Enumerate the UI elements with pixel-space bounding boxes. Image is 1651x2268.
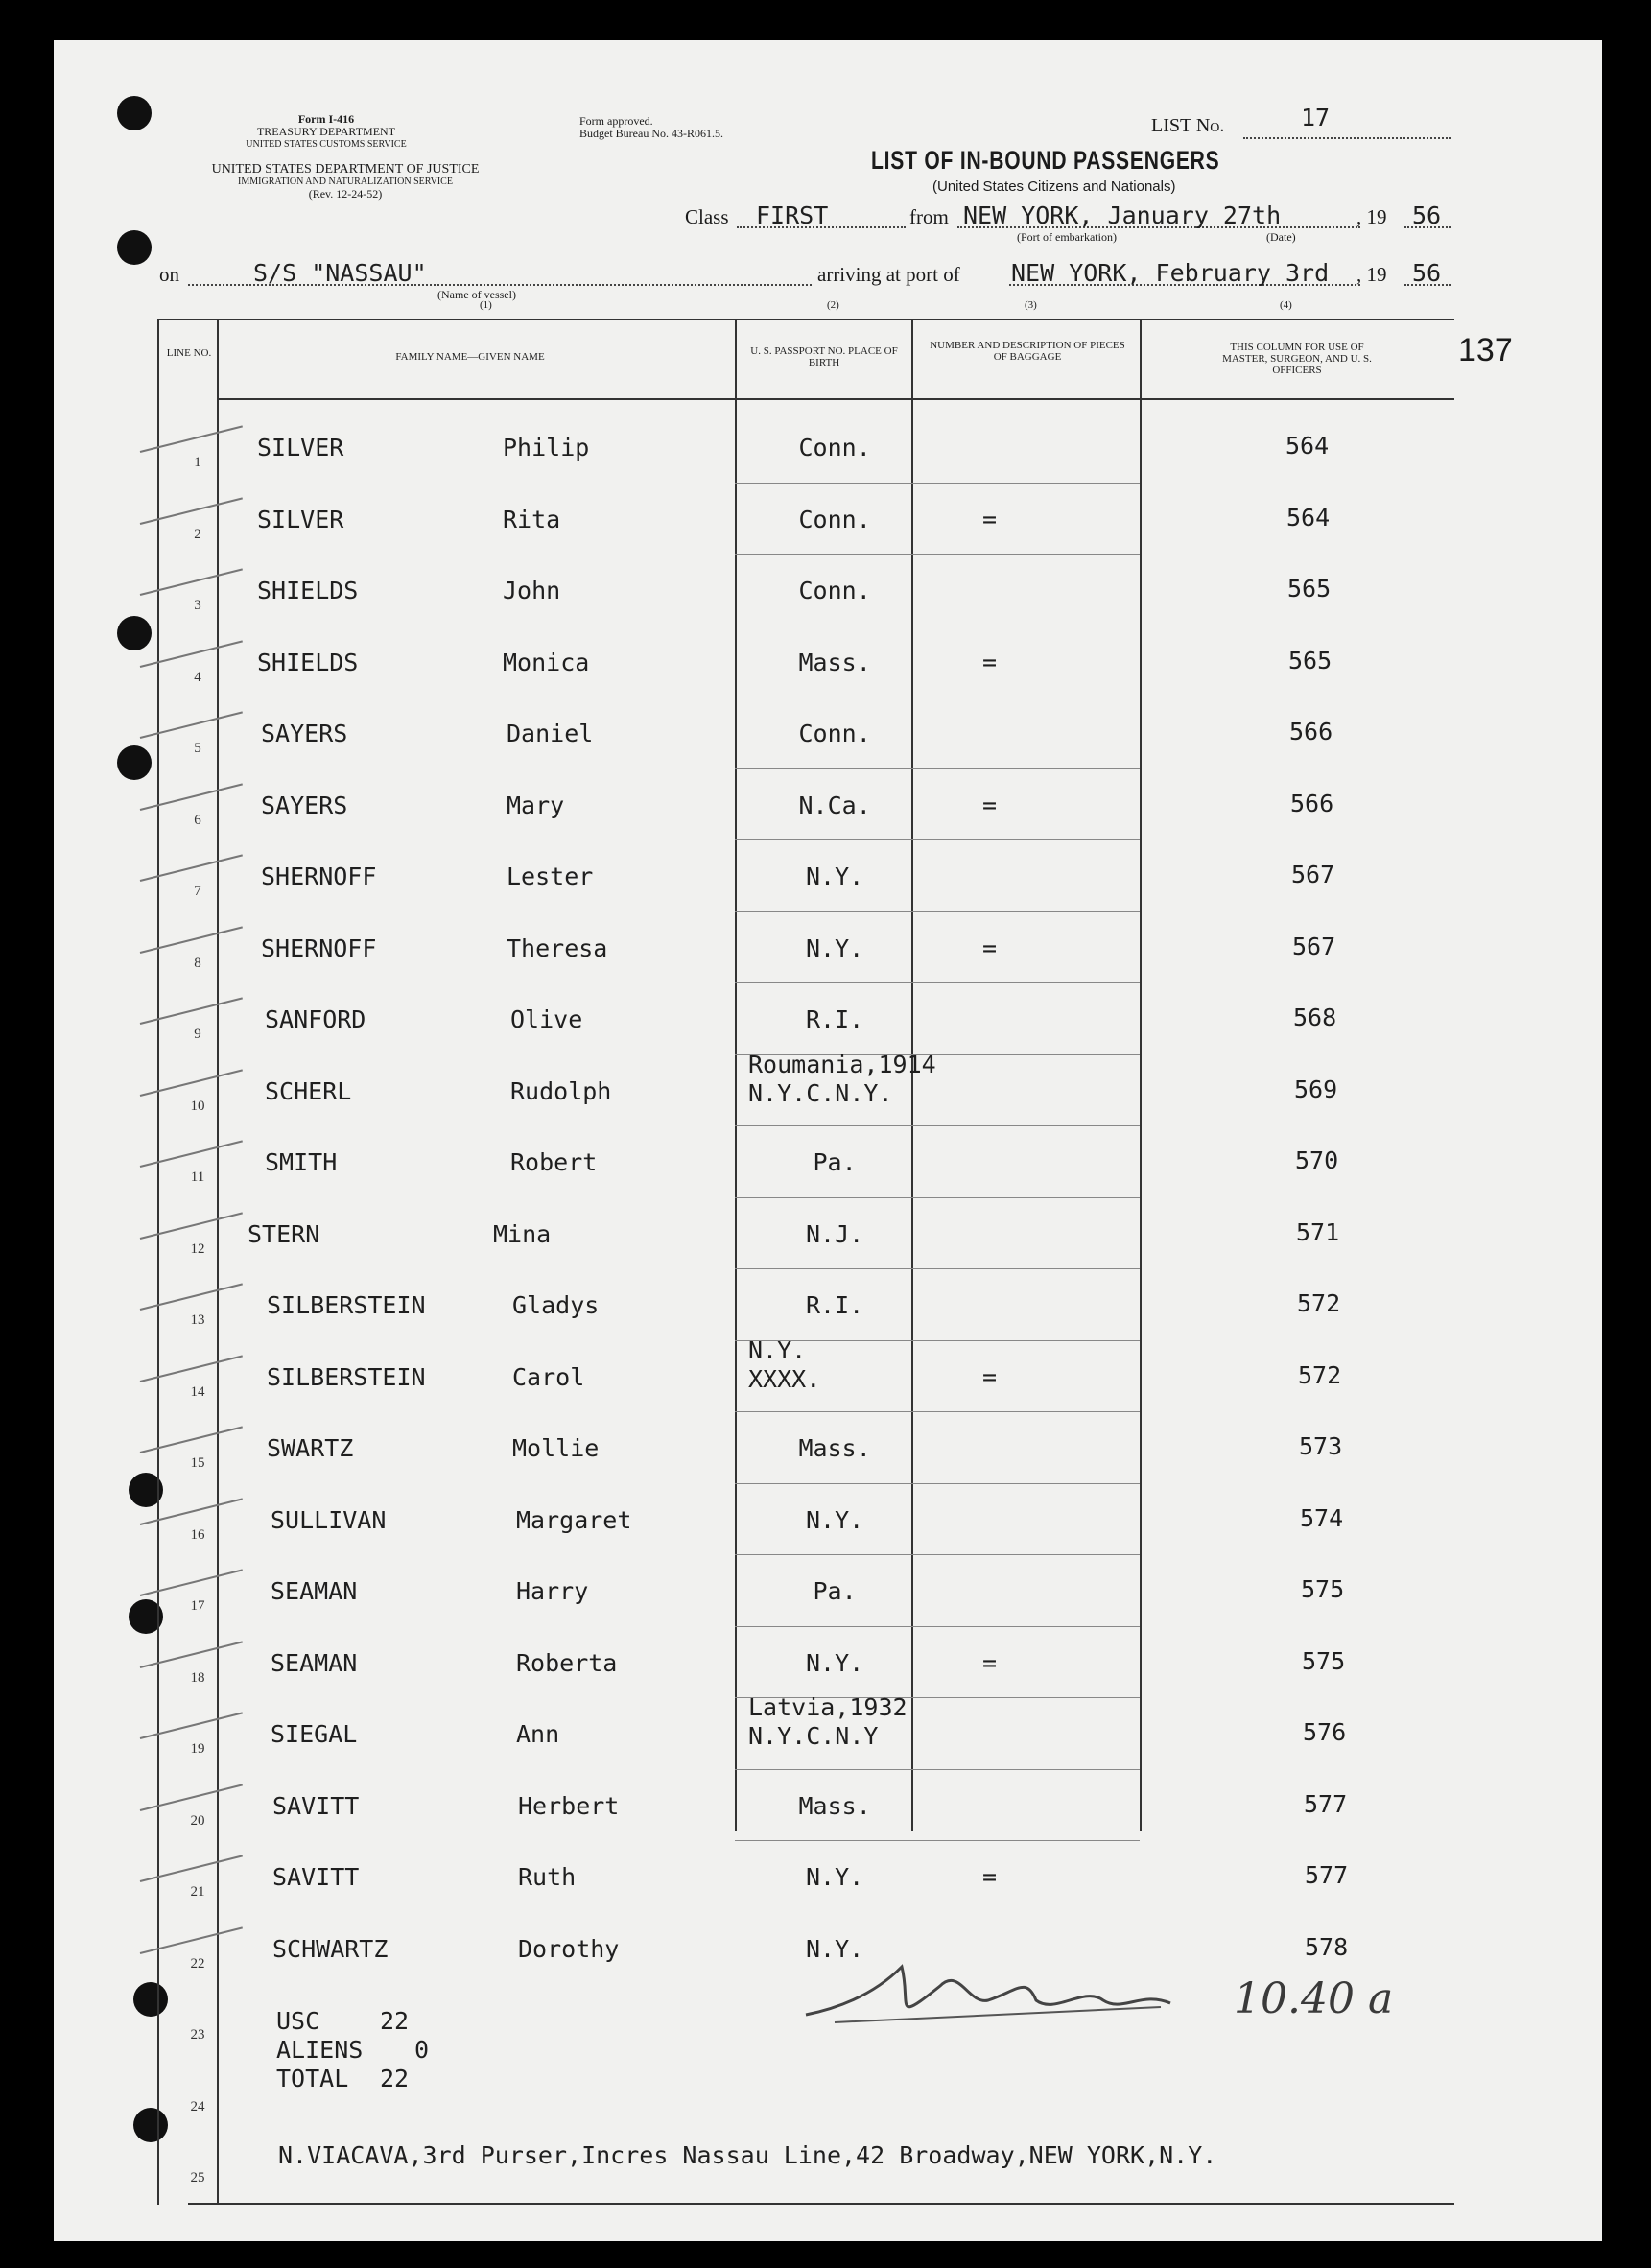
row-rule	[735, 1411, 1140, 1412]
family-name: SCHWARTZ	[272, 1934, 389, 1963]
family-name: SMITH	[265, 1148, 338, 1176]
given-name: Mary	[507, 791, 565, 819]
purser-line: N.VIACAVA,3rd Purser,Incres Nassau Line,42 Broadway,NEW YORK,N.Y.	[278, 2141, 1217, 2169]
given-name: Harry	[516, 1577, 589, 1605]
year-prefix-2: , 19	[1356, 263, 1387, 286]
signature-time: 10.40 a	[1234, 1974, 1394, 2023]
officer-number: 569	[1294, 1075, 1338, 1103]
baggage-ditto: =	[982, 505, 998, 533]
place-of-birth: N.Y.	[806, 1505, 864, 1534]
officer-number: 567	[1292, 932, 1336, 960]
vessel-caption: (Name of vessel)	[437, 288, 516, 301]
line-number: 10	[190, 1098, 205, 1114]
from-value: NEW YORK, January 27th	[963, 201, 1282, 229]
usc-value: 22	[380, 2007, 410, 2035]
given-name: Theresa	[507, 933, 608, 962]
place-of-birth: Conn.	[798, 720, 871, 747]
row-rule	[735, 483, 1140, 484]
officer-signature	[796, 1948, 1180, 2034]
place-of-birth: N.Y.C.N.Y.	[748, 1078, 893, 1107]
place-of-birth: N.Y.	[806, 1648, 864, 1677]
family-name: SILVER	[257, 434, 344, 461]
officer-number: 565	[1288, 646, 1333, 674]
family-name: SILBERSTEIN	[267, 1291, 426, 1319]
col-header-line-no: LINE NO.	[166, 347, 212, 359]
arriving-label: arriving at port of	[817, 263, 960, 286]
col-ref-4: (4)	[1280, 299, 1292, 311]
arrival-value: NEW YORK, February 3rd	[1011, 259, 1330, 287]
table-left-rule	[157, 319, 159, 2205]
date-caption: (Date)	[1266, 230, 1296, 244]
col-ref-3: (3)	[1025, 299, 1037, 311]
given-name: Herbert	[518, 1791, 620, 1820]
binder-hole	[117, 616, 152, 650]
given-name: Lester	[507, 862, 594, 890]
officer-number: 564	[1285, 432, 1330, 460]
form-id-block: Form I-416 TREASURY DEPARTMENT UNITED STATES CUSTOMS SERVICE	[246, 112, 407, 150]
officer-number: 566	[1290, 789, 1334, 817]
place-of-birth: Roumania,1914	[748, 1050, 936, 1078]
family-name: SILVER	[257, 505, 344, 533]
aliens-value: 0	[414, 2036, 430, 2064]
officer-number: 570	[1295, 1146, 1339, 1174]
given-name: John	[503, 577, 561, 604]
place-of-birth: Pa.	[813, 1148, 857, 1176]
officer-number: 565	[1287, 575, 1332, 602]
given-name: Rudolph	[510, 1076, 612, 1105]
col-ref-2: (2)	[827, 299, 839, 311]
from-label: from	[909, 205, 949, 228]
line-number: 3	[194, 598, 201, 613]
line-number: 17	[190, 1598, 205, 1614]
class-value: FIRST	[756, 201, 829, 229]
place-of-birth: XXXX.	[748, 1364, 821, 1393]
family-name: STERN	[248, 1219, 320, 1248]
officer-number: 575	[1302, 1646, 1346, 1675]
class-label: Class	[685, 205, 729, 228]
line-number: 15	[190, 1455, 205, 1471]
on-label: on	[159, 263, 179, 286]
place-of-birth: Mass.	[798, 648, 871, 676]
place-of-birth: N.Y.	[748, 1335, 807, 1364]
document-title: LIST OF IN-BOUND PASSENGERS	[871, 146, 1220, 175]
embark-caption: (Port of embarkation)	[1017, 230, 1117, 244]
given-name: Philip	[503, 434, 590, 461]
row-rule	[735, 768, 1140, 769]
line-number: 23	[190, 2027, 205, 2043]
family-name: SWARTZ	[267, 1434, 354, 1462]
line-number: 13	[190, 1312, 205, 1328]
family-name: SCHERL	[265, 1076, 352, 1105]
row-rule	[735, 1197, 1140, 1198]
place-of-birth: N.Y.	[806, 1863, 864, 1891]
place-of-birth: R.I.	[806, 1291, 864, 1319]
col-ref-1: (1)	[480, 299, 492, 311]
family-name: SHERNOFF	[261, 862, 377, 890]
row-rule	[735, 1840, 1140, 1841]
total-label: TOTAL	[276, 2065, 349, 2092]
row-rule	[735, 1125, 1140, 1126]
place-of-birth: Latvia,1932	[748, 1693, 908, 1721]
given-name: Margaret	[516, 1505, 632, 1534]
line-number: 7	[194, 884, 201, 899]
officer-number: 566	[1289, 718, 1333, 745]
line-number: 6	[194, 812, 201, 828]
officer-number: 567	[1291, 861, 1335, 888]
year-value-1: 56	[1412, 201, 1442, 229]
year-value-2: 56	[1412, 259, 1442, 287]
col-header-officers: THIS COLUMN FOR USE OF MASTER, SURGEON, AND U. S. OFFICERS	[1222, 342, 1372, 376]
header-rule	[217, 398, 1454, 400]
row-rule	[735, 911, 1140, 912]
officer-number: 572	[1298, 1360, 1342, 1389]
baggage-ditto: =	[982, 1648, 998, 1677]
table-bottom-rule	[188, 2203, 1454, 2205]
place-of-birth: Conn.	[798, 577, 871, 604]
name-col-rule	[735, 319, 737, 1831]
vessel-value: S/S "NASSAU"	[253, 259, 427, 287]
baggage-ditto: =	[982, 648, 998, 676]
given-name: Mina	[493, 1219, 552, 1248]
line-number: 1	[194, 455, 201, 470]
given-name: Rita	[503, 505, 561, 533]
place-of-birth: N.Y.	[806, 862, 864, 890]
family-name: SHIELDS	[257, 648, 359, 676]
given-name: Gladys	[512, 1291, 600, 1319]
binder-hole	[117, 745, 152, 780]
line-number: 8	[194, 955, 201, 971]
family-name: SAYERS	[261, 720, 348, 747]
officer-number: 571	[1296, 1217, 1340, 1246]
place-of-birth: Mass.	[798, 1434, 871, 1462]
given-name: Daniel	[507, 720, 594, 747]
row-rule	[735, 1554, 1140, 1555]
line-number: 12	[190, 1240, 205, 1257]
total-value: 22	[380, 2065, 410, 2092]
line-number: 11	[190, 1169, 205, 1185]
place-of-birth: Pa.	[813, 1577, 857, 1605]
place-of-birth: N.Y.C.N.Y	[748, 1722, 879, 1750]
line-number: 4	[194, 669, 201, 685]
officer-number: 575	[1301, 1575, 1345, 1603]
baggage-ditto: =	[982, 1362, 998, 1391]
family-name: SHERNOFF	[261, 933, 377, 962]
baggage-ditto: =	[982, 933, 998, 962]
row-rule	[735, 554, 1140, 555]
family-name: SAVITT	[272, 1863, 360, 1891]
given-name: Carol	[512, 1362, 585, 1391]
list-no-label: LIST No.	[1151, 115, 1225, 136]
officer-number: 564	[1286, 503, 1331, 532]
family-name: SAVITT	[272, 1791, 360, 1820]
aliens-label: ALIENS	[276, 2036, 364, 2064]
given-name: Monica	[503, 648, 590, 676]
officer-number: 576	[1303, 1718, 1347, 1746]
list-no-value: 17	[1301, 104, 1331, 131]
binder-hole	[117, 230, 152, 265]
department-block: UNITED STATES DEPARTMENT OF JUSTICE IMMIGRATION AND NATURALIZATION SERVICE (Rev. 12-24-52)	[211, 162, 480, 201]
family-name: SANFORD	[265, 1005, 366, 1033]
given-name: Dorothy	[518, 1934, 620, 1963]
given-name: Roberta	[516, 1648, 618, 1677]
line-col-rule	[217, 319, 219, 2205]
line-number: 22	[190, 1955, 205, 1972]
row-rule	[735, 1268, 1140, 1269]
line-number: 24	[190, 2098, 205, 2114]
officer-number: 572	[1297, 1289, 1341, 1317]
place-of-birth: Mass.	[798, 1791, 871, 1820]
line-number: 9	[194, 1027, 201, 1042]
baggage-col-rule	[1140, 319, 1142, 1831]
baggage-ditto: =	[982, 1863, 998, 1891]
officer-number: 577	[1305, 1861, 1349, 1889]
approval-block: Form approved. Budget Bureau No. 43-R061.5.	[579, 114, 723, 140]
document-subtitle: (United States Citizens and Nationals)	[932, 178, 1176, 195]
officer-number: 577	[1304, 1789, 1348, 1818]
given-name: Mollie	[512, 1434, 600, 1462]
officer-number: 568	[1293, 1004, 1337, 1031]
col-header-passport: U. S. PASSPORT NO. PLACE OF BIRTH	[750, 345, 898, 368]
line-number: 25	[190, 2170, 205, 2185]
place-of-birth: N.Y.	[806, 933, 864, 962]
binder-hole	[133, 2108, 168, 2142]
row-rule	[735, 982, 1140, 983]
family-name: SEAMAN	[271, 1577, 358, 1605]
row-rule	[735, 1483, 1140, 1484]
line-number: 19	[190, 1741, 205, 1757]
family-name: SEAMAN	[271, 1648, 358, 1677]
place-of-birth: Conn.	[798, 505, 871, 533]
row-rule	[735, 839, 1140, 840]
line-number: 5	[194, 741, 201, 756]
given-name: Ruth	[518, 1863, 577, 1891]
given-name: Robert	[510, 1148, 598, 1176]
col-header-baggage: NUMBER AND DESCRIPTION OF PIECES OF BAGGAGE	[930, 340, 1125, 363]
line-number: 2	[194, 526, 201, 542]
line-number: 18	[190, 1669, 205, 1686]
family-name: SAYERS	[261, 791, 348, 819]
place-of-birth: N.Ca.	[798, 791, 871, 819]
officer-number: 573	[1299, 1432, 1343, 1460]
family-name: SIEGAL	[271, 1720, 358, 1748]
line-number: 20	[190, 1812, 205, 1829]
usc-label: USC	[276, 2007, 320, 2035]
family-name: SULLIVAN	[271, 1505, 387, 1534]
officer-number: 578	[1305, 1932, 1349, 1961]
binder-hole	[117, 96, 152, 130]
place-of-birth: N.Y.	[806, 1934, 864, 1963]
baggage-ditto: =	[982, 791, 998, 819]
list-no-line	[1243, 137, 1451, 139]
row-rule	[735, 1626, 1140, 1627]
given-name: Ann	[516, 1720, 560, 1748]
line-number: 14	[190, 1383, 205, 1400]
col-header-name: FAMILY NAME—GIVEN NAME	[395, 351, 545, 363]
place-of-birth: R.I.	[806, 1005, 864, 1033]
given-name: Olive	[510, 1005, 583, 1033]
table-top-rule	[157, 319, 1454, 320]
page-number: 137	[1458, 332, 1513, 368]
officer-number: 574	[1300, 1503, 1344, 1532]
year-prefix-1: , 19	[1356, 205, 1387, 228]
place-of-birth: N.J.	[806, 1219, 864, 1248]
binder-hole	[133, 1982, 168, 2017]
line-number: 21	[190, 1884, 205, 1900]
line-number: 16	[190, 1526, 205, 1543]
family-name: SILBERSTEIN	[267, 1362, 426, 1391]
row-rule	[735, 1769, 1140, 1770]
place-of-birth: Conn.	[798, 434, 871, 461]
family-name: SHIELDS	[257, 577, 359, 604]
